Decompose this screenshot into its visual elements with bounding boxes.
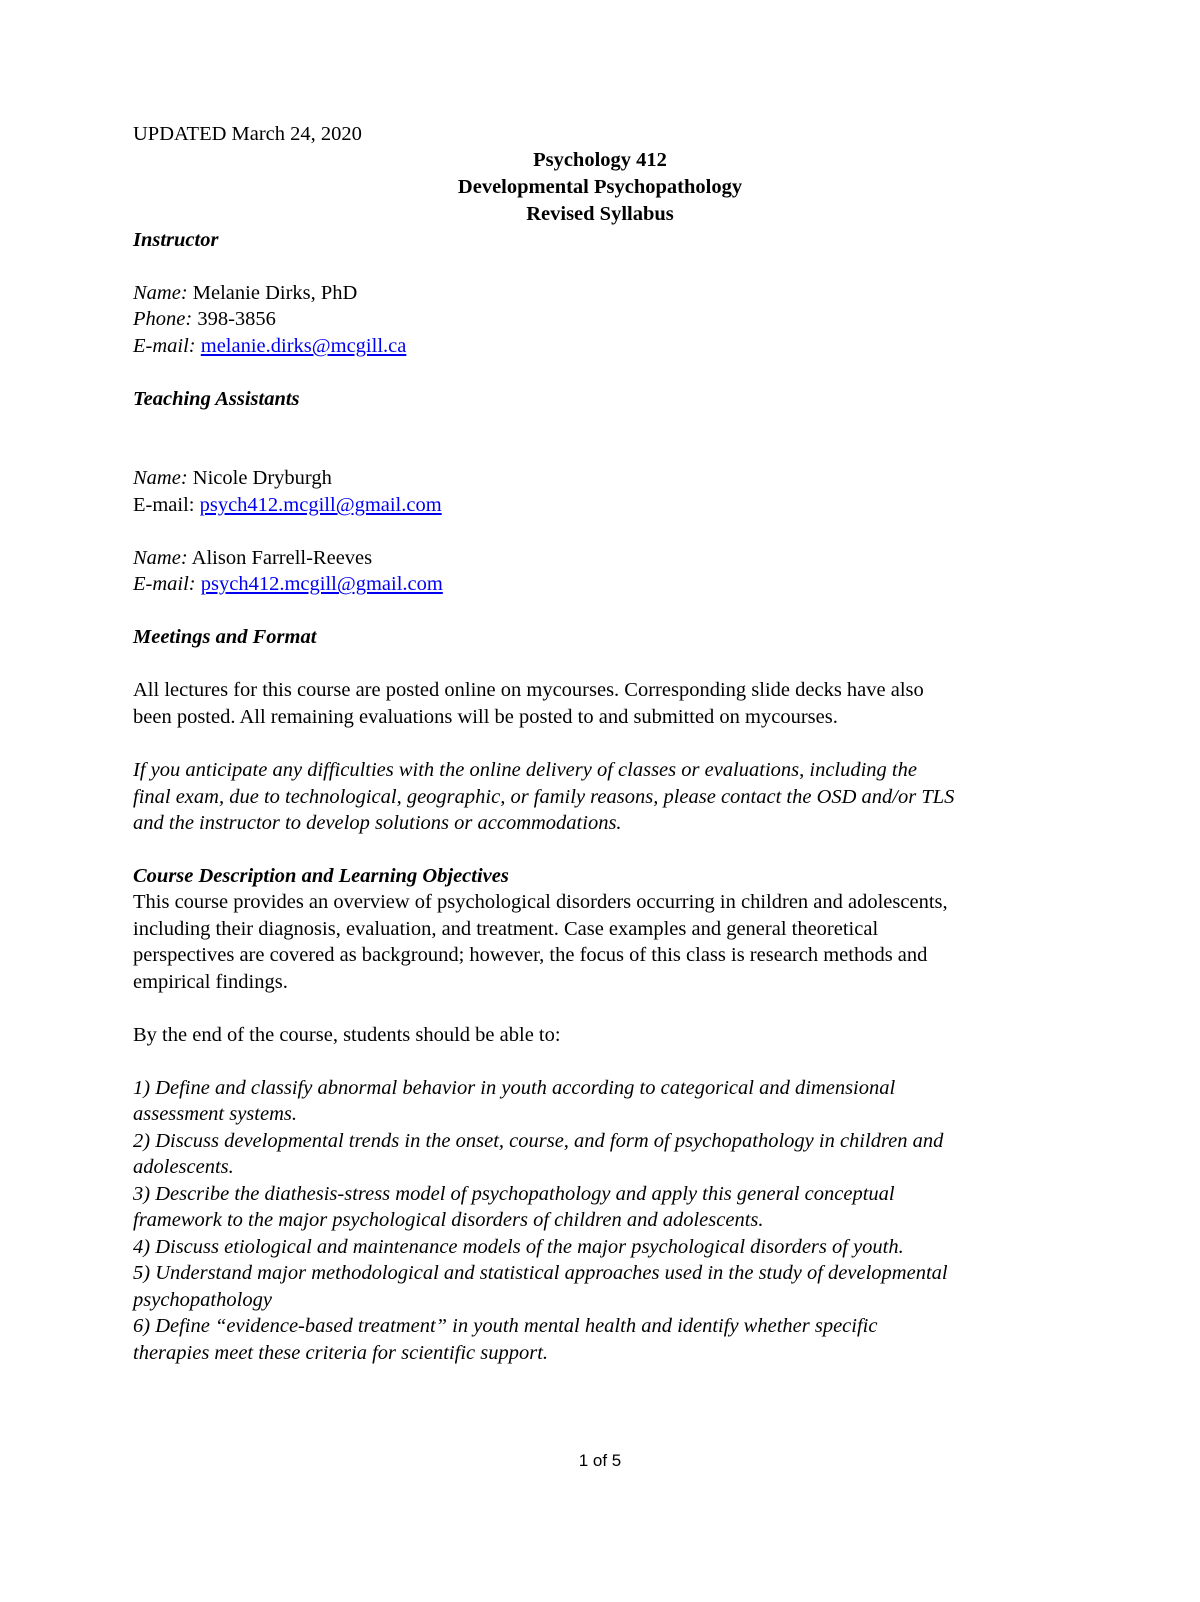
instructor-phone: 398-3856 (197, 308, 276, 330)
description-line: empirical findings. (133, 971, 288, 993)
ta1-name: Nicole Dryburgh (192, 467, 332, 489)
ta1-email-link[interactable]: psych412.mcgill@gmail.com (199, 494, 442, 516)
instructor-email-label: E-mail: (133, 335, 196, 357)
ta2-name: Alison Farrell-Reeves (191, 547, 373, 569)
instructor-heading: Instructor (133, 229, 219, 251)
instructor-email-link[interactable]: melanie.dirks@mcgill.ca (200, 335, 407, 357)
meetings-paragraph-line: been posted. All remaining evaluations will be posted to and submitted on mycourses. (133, 706, 838, 728)
page-number: 1 of 5 (578, 1451, 622, 1470)
objective-line: 4) Discuss etiological and maintenance models of the major psychological disorders of youth. (133, 1236, 904, 1258)
objective-line: 6) Define “evidence-based treatment” in youth mental health and identify whether specific (133, 1315, 878, 1337)
accommodation-note-line: If you anticipate any difficulties with the online delivery of classes or evaluations, including the (133, 759, 917, 781)
ta2-email-row (133, 574, 443, 595)
ta2-email-label: E-mail: (133, 573, 196, 595)
meetings-heading: Meetings and Format (133, 626, 317, 648)
instructor-email-row (133, 336, 406, 357)
objective-line: therapies meet these criteria for scientific support. (133, 1342, 549, 1364)
instructor-name: Melanie Dirks, PhD (192, 282, 358, 304)
objective-line: adolescents. (133, 1156, 234, 1178)
objective-line: 2) Discuss developmental trends in the onset, course, and form of psychopathology in children and (133, 1130, 944, 1152)
objectives-intro: By the end of the course, students should be able to: (133, 1024, 561, 1046)
objective-line: framework to the major psychological disorders of children and adolescents. (133, 1209, 764, 1231)
objective-line: 1) Define and classify abnormal behavior in youth according to categorical and dimensional (133, 1077, 896, 1099)
description-line: This course provides an overview of psychological disorders occurring in children and adolescents, (133, 891, 948, 913)
document-type: Revised Syllabus (526, 203, 674, 225)
objective-line: psychopathology (133, 1289, 272, 1311)
instructor-phone-label: Phone: (133, 308, 193, 330)
ta1-email-label: E-mail: (133, 494, 195, 516)
description-heading: Course Description and Learning Objectives (133, 865, 509, 887)
instructor-name-row (133, 283, 357, 304)
instructor-name-label: Name: (133, 282, 188, 304)
ta-heading: Teaching Assistants (133, 388, 300, 410)
course-title: Developmental Psychopathology (457, 176, 743, 198)
ta2-name-row (133, 548, 372, 569)
ta1-name-label: Name: (133, 467, 188, 489)
course-number: Psychology 412 (533, 149, 667, 171)
ta2-email-link[interactable]: psych412.mcgill@gmail.com (200, 573, 443, 595)
updated-date: UPDATED March 24, 2020 (133, 123, 362, 145)
objective-line: 3) Describe the diathesis-stress model of psychopathology and apply this general conceptual (133, 1183, 895, 1205)
objective-line: assessment systems. (133, 1103, 297, 1125)
objective-line: 5) Understand major methodological and statistical approaches used in the study of developmental (133, 1262, 948, 1284)
accommodation-note-line: final exam, due to technological, geographic, or family reasons, please contact the OSD and/or TLS (133, 786, 955, 808)
meetings-paragraph-line: All lectures for this course are posted online on mycourses. Corresponding slide decks have also (133, 679, 924, 701)
instructor-phone-row (133, 309, 276, 330)
description-line: including their diagnosis, evaluation, and treatment. Case examples and general theoretical (133, 918, 879, 940)
ta1-email-row (133, 495, 442, 516)
ta1-name-row (133, 468, 332, 489)
description-line: perspectives are covered as background; however, the focus of this class is research methods and (133, 944, 928, 966)
ta2-name-label: Name: (133, 547, 188, 569)
accommodation-note-line: and the instructor to develop solutions or accommodations. (133, 812, 622, 834)
